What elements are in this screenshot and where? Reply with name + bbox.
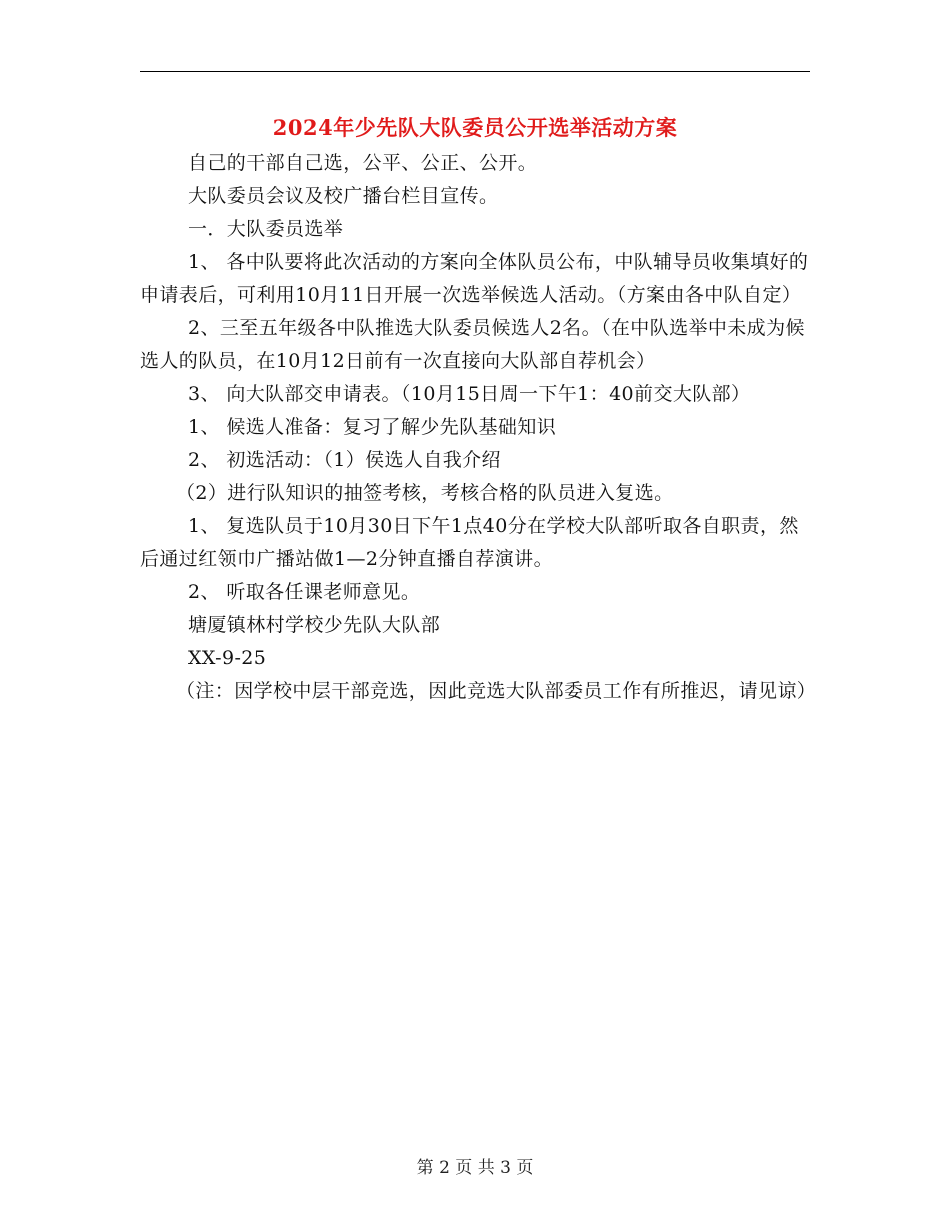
paragraph-step-3: 3、 向大队部交申请表。（10月15日周一下午1：40前交大队部） [188,383,751,405]
signature-date: XX-9-25 [188,647,267,669]
paragraph-prep-2-sub: （2）进行队知识的抽签考核，考核合格的队员进入复选。 [176,482,674,504]
signature-organization: 塘厦镇林村学校少先队大队部 [188,614,441,636]
section-heading-election: 一．大队委员选举 [188,218,344,240]
paragraph-prep-1: 1、 候选人准备：复习了解少先队基础知识 [188,416,557,438]
paragraph-step-2: 2、三至五年级各中队推选大队委员候选人2名。（在中队选举中未成为候选人的队员，在10月12日前有一次直接向大队部自荐机会） [140,317,805,372]
paragraph-publicity: 大队委员会议及校广播台栏目宣传。 [188,185,499,207]
paragraph-note: （注：因学校中层干部竞选，因此竞选大队部委员工作有所推迟，请见谅） [176,680,817,702]
paragraph-prep-2: 2、 初选活动：（1）侯选人自我介绍 [188,449,501,471]
paragraph-final-1: 1、 复选队员于10月30日下午1点40分在学校大队部听取各自职责，然后通过红领巾广播站做1—2分钟直播自荐演讲。 [140,515,799,570]
paragraph-final-2: 2、 听取各任课老师意见。 [188,581,421,603]
paragraph-slogan: 自己的干部自己选，公平、公正、公开。 [188,152,538,174]
document-body [140,147,817,708]
document-title: 2024年少先队大队委员公开选举活动方案 [272,115,678,140]
page-number: 第 2 页 共 3 页 [416,1158,534,1178]
paragraph-step-1: 1、 各中队要将此次活动的方案向全体队员公布，中队辅导员收集填好的申请表后，可利用10月11日开展一次选举候选人活动。（方案由各中队自定） [140,251,809,306]
header-rule [140,71,810,72]
